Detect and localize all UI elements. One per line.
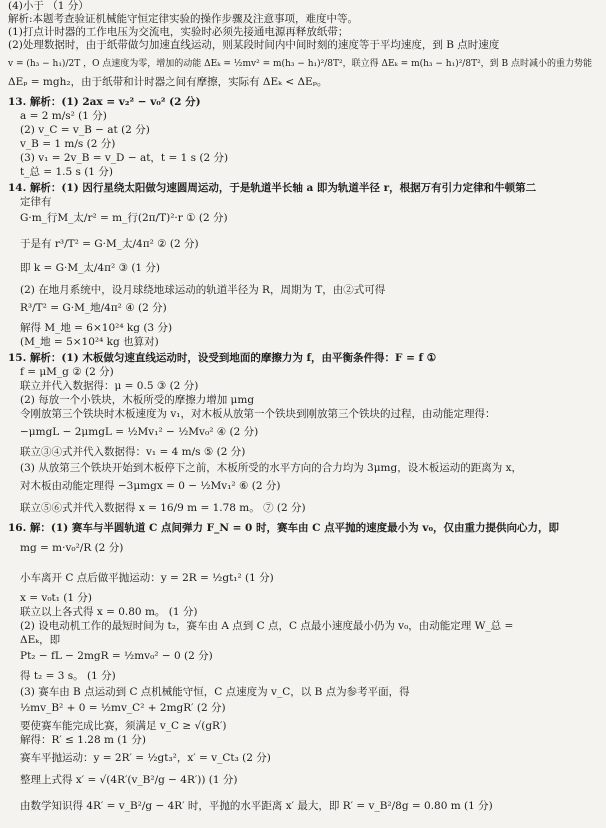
- problem-14-heading: 14. 解析：(1) 因行星绕太阳做匀速圆周运动，于是轨道半长轴 a 即为轨道半径 r，根据万有引力定律和牛顿第二: [8, 182, 537, 194]
- text-line: 整理上式得 x′ = √(4R′(v_B²/g − 4R′)) (1 分): [20, 774, 238, 786]
- text-line: 解得 M_地 = 6×10²⁴ kg (3 分): [20, 322, 173, 334]
- text-line: x = v₀t₁ (1 分): [20, 592, 93, 604]
- text-line: f = μM_g ② (2 分): [20, 366, 114, 378]
- text-line: v = (h₃ − h₁)/2T ，O 点速度为零，增加的动能 ΔEₖ = ½mv² = m(h₃ − h₁)²/8T²，联立得 ΔEₖ = m(h₃ − h₁)²/8T²，到 B 点时减小的重力势能: [8, 59, 593, 69]
- text-line: 得 t₂ = 3 s。 (1 分): [20, 670, 116, 682]
- text-line: ½mv_B² + 0 = ½mv_C² + 2mgR′ (2 分): [20, 702, 226, 714]
- text-line: (4)小于 （1 分）: [8, 0, 89, 12]
- text-line: −μmgL − 2μmgL = ½Mv₁² − ½Mv₀² ④ (2 分): [20, 426, 259, 438]
- text-line: 于是有 r³/T² = G·M_太/4π² ② (2 分): [20, 238, 199, 250]
- text-line: ΔEₖ，即: [20, 634, 61, 646]
- text-line: 即 k = G·M_太/4π² ③ (1 分): [20, 262, 161, 274]
- text-line: (2) 每放一个小铁块，木板所受的摩擦力增加 μmg: [20, 394, 255, 406]
- text-line: (3) v₁ = 2v_B = v_D − at，t = 1 s (2 分): [20, 152, 229, 164]
- text-line: v_B = 1 m/s (2 分): [20, 138, 116, 150]
- text-line: 解析:本题考查验证机械能守恒定律实验的操作步骤及注意事项，难度中等。: [8, 13, 359, 25]
- text-line: ΔEₚ = mgh₂，由于纸带和计时器之间有摩擦，实际有 ΔEₖ < ΔEₚ。: [8, 76, 328, 88]
- text-line: 令刚放第三个铁块时木板速度为 v₁，对木板从放第一个铁块到刚放第三个铁块的过程，由动能定理得：: [20, 408, 496, 420]
- text-line: (3) 从放第三个铁块开始到木板停下之前，木板所受的水平方向的合力均为 3μmg，设木板运动的距离为 x，: [20, 462, 522, 474]
- problem-13-heading: 13. 解析：(1) 2ax = v₂² − v₀² (2 分): [8, 96, 201, 108]
- text-line: t_总 = 1.5 s (1 分): [20, 166, 113, 178]
- problem-15-heading: 15. 解析：(1) 木板做匀速直线运动时，设受到地面的摩擦力为 f，由平衡条件得：F = f ①: [8, 352, 437, 364]
- text-line: (2) v_C = v_B − at (2 分): [20, 124, 150, 136]
- text-line: 定律有: [20, 196, 52, 208]
- text-line: 小车离开 C 点后做平抛运动：y = 2R = ½gt₁² (1 分): [20, 572, 274, 584]
- text-line: 要使赛车能完成比赛，须满足 v_C ≥ √(gR′): [20, 720, 227, 732]
- text-line: 联立③④式并代入数据得：v₁ = 4 m/s ⑤ (2 分): [20, 446, 246, 458]
- text-line: 联立以上各式得 x = 0.80 m。 (1 分): [20, 606, 198, 618]
- text-line: a = 2 m/s² (1 分): [20, 110, 107, 122]
- problem-16-heading: 16. 解：(1) 赛车与半圆轨道 C 点间弹力 F_N = 0 时，赛车由 C 点平抛的速度最小为 v₀，仅由重力提供向心力，即: [8, 522, 560, 534]
- text-line: (1)打点计时器的工作电压为交流电，实验时必须先接通电源再释放纸带；: [8, 26, 349, 38]
- text-line: (3) 赛车由 B 点运动到 C 点机械能守恒，C 点速度为 v_C，以 B 点为参考平面，得: [20, 686, 410, 698]
- text-line: (2)处理数据时，由于纸带做匀加速直线运动，则某段时间内中间时刻的速度等于平均速度，到 B 点时速度: [8, 39, 500, 51]
- text-line: 赛车平抛运动：y = 2R′ = ½gt₃²，x′ = v_Ct₃ (2 分): [20, 752, 271, 764]
- text-line: 对木板由动能定理得 −3μmgx = 0 − ½Mv₁² ⑥ (2 分): [20, 480, 281, 492]
- text-line: R³/T² = G·M_地/4π² ④ (2 分): [20, 302, 167, 314]
- text-line: (2) 设电动机工作的最短时间为 t₂，赛车由 A 点到 C 点，C 点最小速度最小仍为 v₀，由动能定理 W_总 =: [20, 620, 514, 632]
- text-line: 联立并代入数据得：μ = 0.5 ③ (2 分): [20, 380, 199, 392]
- text-line: Pt₂ − fL − 2mgR = ½mv₀² − 0 (2 分): [20, 650, 213, 662]
- text-line: 联立⑤⑥式并代入数据得 x = 16/9 m = 1.78 m。 ⑦ (2 分): [20, 502, 306, 514]
- text-line: mg = m·v₀²/R (2 分): [20, 542, 124, 554]
- text-line: 解得：R′ ≤ 1.28 m (1 分): [20, 734, 146, 746]
- text-line: G·m_行M_太/r² = m_行(2π/T)²·r ① (2 分): [20, 212, 228, 224]
- text-line: 由数学知识得 4R′ = v_B²/g − 4R′ 时，平抛的水平距离 x′ 最大，即 R′ = v_B²/8g = 0.80 m (1 分): [20, 800, 493, 812]
- text-line: (M_地 = 5×10²⁴ kg 也算对): [20, 336, 159, 348]
- text-line: (2) 在地月系统中，设月球绕地球运动的轨道半径为 R，周期为 T，由②式可得: [20, 284, 386, 296]
